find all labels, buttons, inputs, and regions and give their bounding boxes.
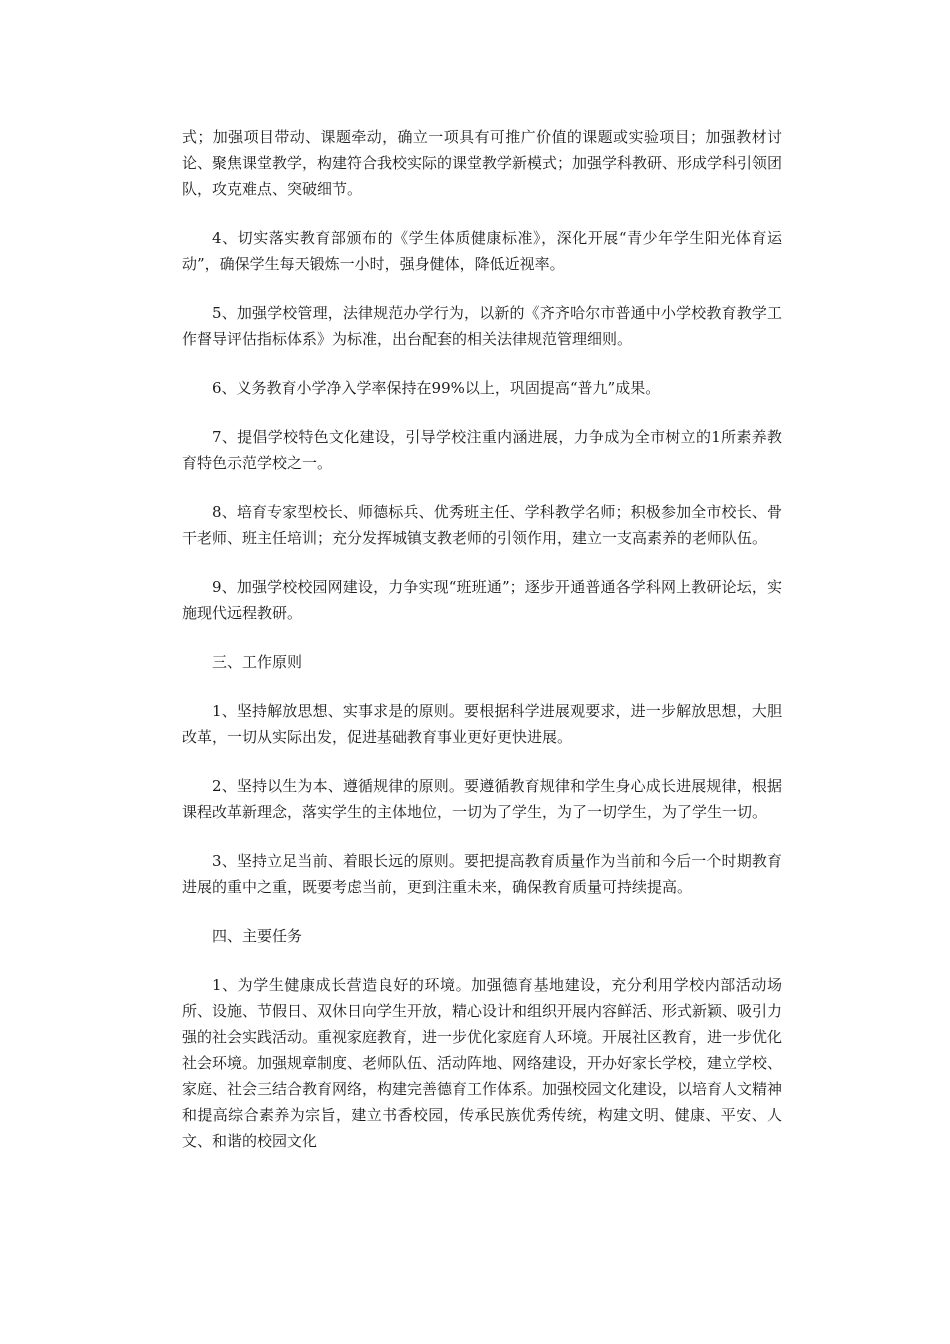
paragraph-principle-3: 3、坚持立足当前、着眼长远的原则。要把提高教育质量作为当前和今后一个时期教育进展的重中之重，既要考虑当前，更到注重未来，确保教育质量可持续提高。 <box>182 852 782 896</box>
section-heading-tasks: 四、主要任务 <box>212 927 303 945</box>
paragraph-item-7: 7、提倡学校特色文化建设，引导学校注重内涵进展，力争成为全市树立的1所素养教育特色示范学校之一。 <box>182 428 782 472</box>
paragraph-principle-2: 2、坚持以生为本、遵循规律的原则。要遵循教育规律和学生身心成长进展规律，根据课程改革新理念，落实学生的主体地位，一切为了学生，为了一切学生，为了学生一切。 <box>182 777 782 821</box>
paragraph-item-6: 6、义务教育小学净入学率保持在99%以上，巩固提高“普九”成果。 <box>212 379 661 397</box>
paragraph-continuation: 式；加强项目带动、课题牵动，确立一项具有可推广价值的课题或实验项目；加强教材讨论、聚焦课堂教学，构建符合我校实际的课堂教学新模式；加强学科教研、形成学科引领团队，攻克难点、突破细节。 <box>182 128 783 198</box>
document-body <box>182 124 782 1154</box>
paragraph-item-9: 9、加强学校校园网建设，力争实现“班班通”；逐步开通普通各学科网上教研论坛，实施现代远程教研。 <box>182 578 782 622</box>
paragraph-principle-1: 1、坚持解放思想、实事求是的原则。要根据科学进展观要求，进一步解放思想，大胆改革，一切从实际出发，促进基础教育事业更好更快进展。 <box>182 702 782 746</box>
paragraph-item-5: 5、加强学校管理，法律规范办学行为，以新的《齐齐哈尔市普通中小学校教育教学工作督导评估指标体系》为标准，出台配套的相关法律规范管理细则。 <box>182 304 782 348</box>
paragraph-item-8: 8、培育专家型校长、师德标兵、优秀班主任、学科教学名师；积极参加全市校长、骨干老师、班主任培训；充分发挥城镇支教老师的引领作用，建立一支高素养的老师队伍。 <box>182 503 782 547</box>
paragraph-task-1: 1、为学生健康成长营造良好的环境。加强德育基地建设，充分利用学校内部活动场所、设施、节假日、双休日向学生开放，精心设计和组织开展内容鲜活、形式新颖、吸引力强的社会实践活动。重视家庭教育，进一步优化家庭育人环境。开展社区教育，进一步优化社会环境。加强规章制度、老师队伍、活动阵地、网络建设，开办好家长学校，建立学校、家庭、社会三结合教育网络，构建完善德育工作体系。加强校园文化建设，以培育人文精神和提高综合素养为宗旨，建立书香校园，传承民族优秀传统，构建文明、健康、平安、人文、和谐的校园文化 <box>182 976 783 1150</box>
section-heading-principles: 三、工作原则 <box>212 653 303 671</box>
paragraph-item-4: 4、切实落实教育部颁布的《学生体质健康标准》，深化开展“青少年学生阳光体育运动”，确保学生每天锻炼一小时，强身健体，降低近视率。 <box>182 229 782 273</box>
